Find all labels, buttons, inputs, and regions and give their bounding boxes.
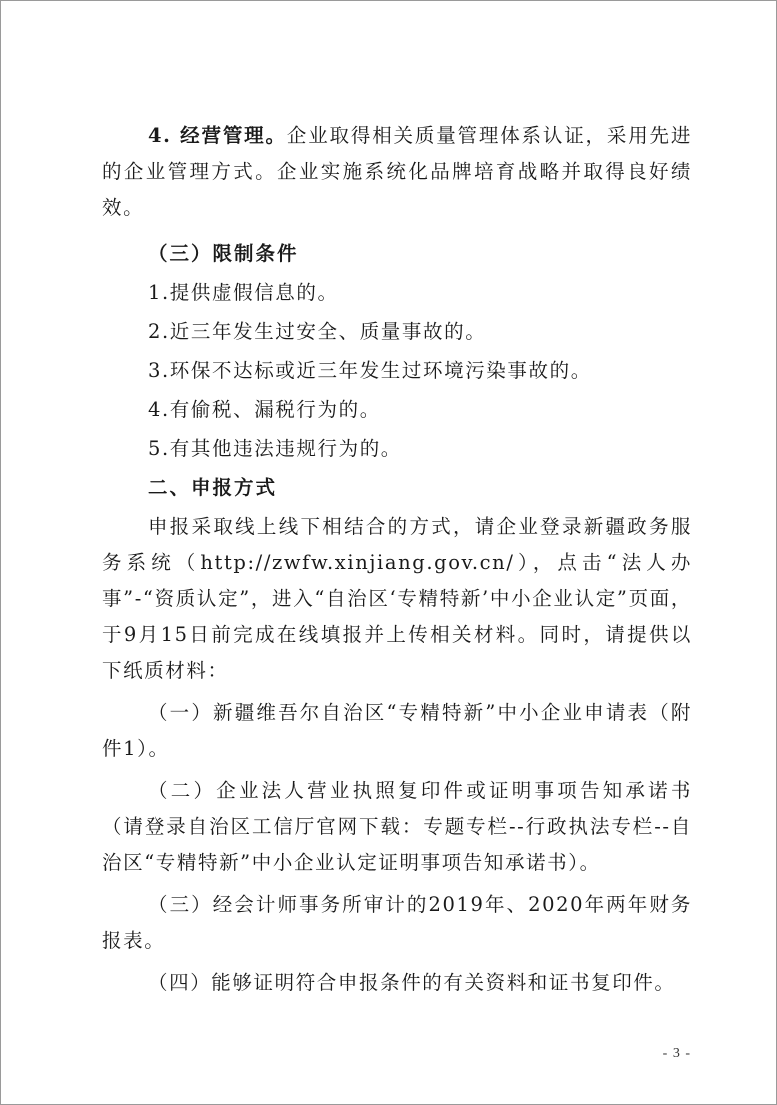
material-item-3: （三）经会计师事务所审计的2019年、2020年两年财务报表。 xyxy=(102,893,692,952)
restriction-item-3: 3.环保不达标或近三年发生过环境污染事故的。 xyxy=(148,359,592,382)
material-item-4: （四）能够证明符合申报条件的有关资料和证书复印件。 xyxy=(148,971,676,994)
material-item-1: （一）新疆维吾尔自治区“专精特新”中小企业申请表（附件1）。 xyxy=(102,701,692,760)
restriction-item-4: 4.有偷税、漏税行为的。 xyxy=(148,398,381,421)
document-body xyxy=(102,118,692,1001)
page-number: - 3 - xyxy=(662,1046,691,1061)
restrictions-heading: （三）限制条件 xyxy=(148,242,299,265)
restriction-item-2: 2.近三年发生过安全、质量事故的。 xyxy=(148,320,487,343)
material-item-2: （二）企业法人营业执照复印件或证明事项告知承诺书（请登录自治区工信厅官网下载：专题专栏--行政执法专栏--自治区“专精特新”中小企业认定证明事项告知承诺书）。 xyxy=(102,779,692,874)
management-label: 4. 经营管理。 xyxy=(148,124,287,147)
application-intro: 申报采取线上线下相结合的方式，请企业登录新疆政务服务系统（http://zwfw.xinjiang.gov.cn/），点击“法人办事”-“资质认定”，进入“自治区‘专精特新’中小企业认定”页面，于9月15日前完成在线填报并上传相关材料。同时，请提供以下纸质材料： xyxy=(102,515,692,682)
application-heading: 二、申报方式 xyxy=(148,476,278,499)
restriction-item-1: 1.提供虚假信息的。 xyxy=(148,281,339,304)
management-text: 企业取得相关质量管理体系认证，采用先进的企业管理方式。企业实施系统化品牌培育战略并取得良好绩效。 xyxy=(102,124,692,219)
restriction-item-5: 5.有其他违法违规行为的。 xyxy=(148,437,402,460)
management-paragraph xyxy=(102,118,692,226)
